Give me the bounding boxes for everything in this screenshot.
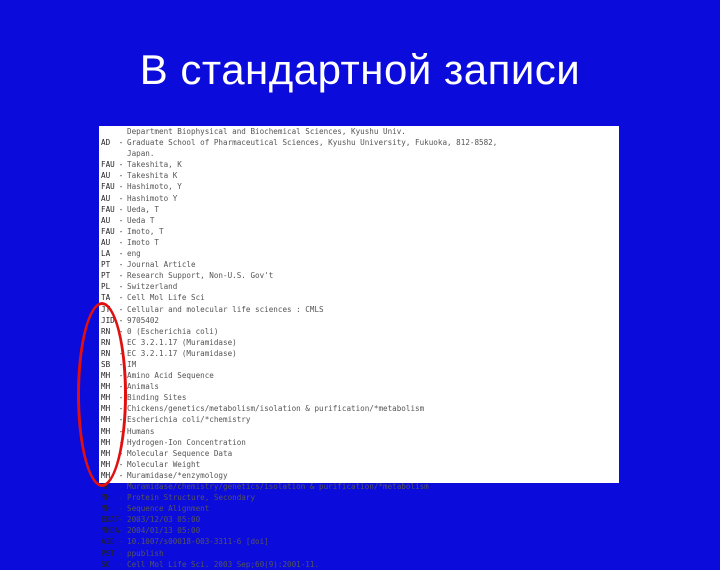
record-field-tag: FAU bbox=[101, 160, 115, 170]
record-field-value: Cell Mol Life Sci. 2003 Sep;60(9):2001-11. bbox=[127, 559, 320, 569]
record-field-tag: EDAT bbox=[101, 515, 120, 525]
record-line bbox=[101, 215, 615, 226]
record-line bbox=[101, 159, 615, 170]
record-field-separator: - bbox=[118, 448, 124, 458]
record-field-value: Sequence Alignment bbox=[127, 504, 210, 514]
record-field-value: IM bbox=[127, 359, 137, 369]
record-line bbox=[101, 315, 615, 326]
record-line bbox=[101, 137, 615, 148]
record-field-separator: - bbox=[118, 260, 124, 270]
record-field-value: Amino Acid Sequence bbox=[127, 371, 214, 381]
record-field-value: Binding Sites bbox=[127, 393, 187, 403]
record-field-value: Cell Mol Life Sci bbox=[127, 293, 205, 303]
record-field-value: Graduate School of Pharmaceutical Sciences, Kyushu University, Fukuoka, 812-8582, bbox=[127, 138, 498, 148]
record-field-tag: MH bbox=[101, 448, 111, 458]
record-field-separator: - bbox=[118, 193, 124, 203]
record-field-value: Japan. bbox=[127, 149, 155, 159]
record-field-tag: TA bbox=[101, 293, 111, 303]
record-field-value: Takeshita K bbox=[127, 171, 178, 181]
record-line bbox=[101, 348, 615, 359]
record-field-tag: PL bbox=[101, 282, 111, 292]
record-field-tag: RN bbox=[101, 337, 111, 347]
record-line bbox=[101, 359, 615, 370]
record-field-value: Imoto, T bbox=[127, 226, 164, 236]
record-line bbox=[101, 326, 615, 337]
record-field-separator: - bbox=[118, 204, 124, 214]
record-field-tag: MHDA bbox=[101, 526, 120, 536]
record-field-value: 2004/01/13 05:00 bbox=[127, 526, 201, 536]
record-line bbox=[101, 525, 615, 536]
record-field-value: Ueda, T bbox=[127, 204, 160, 214]
record-line bbox=[101, 181, 615, 192]
record-field-separator: - bbox=[118, 382, 124, 392]
record-field-tag: AU bbox=[101, 215, 111, 225]
record-line bbox=[101, 437, 615, 448]
record-line bbox=[101, 148, 615, 159]
record-line bbox=[101, 259, 615, 270]
record-field-value: EC 3.2.1.17 (Muramidase) bbox=[127, 348, 237, 358]
record-field-value: Muramidase/chemistry/genetics/isolation & purification/*metabolism bbox=[127, 482, 429, 491]
record-field-separator: - bbox=[118, 371, 124, 381]
record-field-separator: - bbox=[118, 504, 124, 514]
record-field-tag: SO bbox=[101, 559, 111, 569]
record-field-value: Muramidase/*enzymology bbox=[127, 470, 228, 480]
record-line bbox=[101, 248, 615, 259]
record-field-tag: RN bbox=[101, 326, 111, 336]
record-field-separator: - bbox=[118, 515, 124, 525]
record-line bbox=[101, 470, 615, 481]
record-field-tag: FAU bbox=[101, 204, 115, 214]
record-field-tag: MH bbox=[101, 371, 111, 381]
record-line bbox=[101, 292, 615, 303]
record-line bbox=[101, 170, 615, 181]
record-field-value: Protein Structure, Secondary bbox=[127, 493, 256, 503]
record-field-separator: - bbox=[118, 237, 124, 247]
record-field-tag: AU bbox=[101, 237, 111, 247]
record-field-separator: - bbox=[118, 138, 124, 148]
record-field-tag: MH bbox=[101, 426, 111, 436]
record-field-tag: PST bbox=[101, 548, 115, 558]
record-field-tag: MH bbox=[101, 504, 111, 514]
record-field-value: Animals bbox=[127, 382, 160, 392]
record-field-separator: - bbox=[118, 337, 124, 347]
slide-title: В стандартной записи bbox=[139, 46, 581, 93]
record-line bbox=[101, 514, 615, 525]
record-field-separator: - bbox=[118, 459, 124, 469]
record-field-separator: - bbox=[118, 182, 124, 192]
record-field-separator: - bbox=[118, 326, 124, 336]
record-field-value: Ueda T bbox=[127, 215, 155, 225]
record-field-tag: SB bbox=[101, 359, 111, 369]
record-field-tag: MH bbox=[101, 482, 111, 491]
medline-record-panel bbox=[99, 126, 619, 569]
record-field-tag: JT bbox=[101, 304, 111, 314]
record-field-value: ppublish bbox=[127, 548, 164, 558]
record-field-separator: - bbox=[118, 470, 124, 480]
record-field-value: Cellular and molecular life sciences : CMLS bbox=[127, 304, 324, 314]
record-line bbox=[101, 448, 615, 459]
record-field-separator: - bbox=[118, 293, 124, 303]
record-field-value: Humans bbox=[127, 426, 155, 436]
record-field-tag: LA bbox=[101, 249, 111, 259]
record-field-value: Imoto T bbox=[127, 237, 160, 247]
record-line bbox=[101, 204, 615, 215]
record-field-value: Chickens/genetics/metabolism/isolation & purification/*metabolism bbox=[127, 404, 425, 414]
record-field-tag: RN bbox=[101, 348, 111, 358]
record-field-tag: AU bbox=[101, 193, 111, 203]
record-line bbox=[101, 381, 615, 392]
record-field-tag: PT bbox=[101, 260, 111, 270]
record-field-value: Hydrogen-Ion Concentration bbox=[127, 437, 246, 447]
record-line bbox=[101, 237, 615, 248]
record-field-value: Research Support, Non-U.S. Gov't bbox=[127, 271, 274, 281]
record-field-separator: - bbox=[118, 315, 124, 325]
record-field-separator: - bbox=[118, 215, 124, 225]
record-field-separator: - bbox=[118, 226, 124, 236]
record-field-value: 0 (Escherichia coli) bbox=[127, 326, 219, 336]
annotation-oval bbox=[77, 302, 127, 487]
record-field-value: Department Biophysical and Biochemical Sciences, Kyushu Univ. bbox=[127, 127, 406, 136]
record-field-separator: - bbox=[118, 304, 124, 314]
record-line bbox=[101, 459, 615, 470]
record-line bbox=[101, 414, 615, 425]
record-field-value: 9705402 bbox=[127, 315, 160, 325]
record-line bbox=[101, 503, 615, 514]
record-field-tag: AD bbox=[101, 138, 111, 148]
record-field-separator: - bbox=[118, 171, 124, 181]
record-line bbox=[101, 337, 615, 348]
record-line bbox=[101, 481, 615, 492]
record-field-tag: MH bbox=[101, 393, 111, 403]
record-field-separator: - bbox=[118, 282, 124, 292]
record-line bbox=[101, 536, 615, 547]
record-field-value: 2003/12/03 05:00 bbox=[127, 515, 201, 525]
record-line bbox=[101, 559, 615, 570]
record-field-value: Escherichia coli/*chemistry bbox=[127, 415, 251, 425]
record-field-separator: - bbox=[118, 348, 124, 358]
record-field-tag: MH bbox=[101, 459, 111, 469]
record-field-tag: AID bbox=[101, 537, 115, 547]
record-field-value: Molecular Weight bbox=[127, 459, 201, 469]
record-field-separator: - bbox=[118, 482, 124, 491]
record-line bbox=[101, 270, 615, 281]
record-field-tag: JID bbox=[101, 315, 115, 325]
record-field-separator: - bbox=[118, 160, 124, 170]
record-line bbox=[101, 193, 615, 204]
record-field-tag: MH bbox=[101, 415, 111, 425]
record-field-separator: - bbox=[118, 271, 124, 281]
record-line bbox=[101, 492, 615, 503]
record-field-tag: FAU bbox=[101, 226, 115, 236]
record-field-tag: PT bbox=[101, 271, 111, 281]
record-field-separator: - bbox=[118, 526, 124, 536]
record-field-separator: - bbox=[118, 426, 124, 436]
record-field-separator: - bbox=[118, 393, 124, 403]
record-field-separator: - bbox=[118, 559, 124, 569]
record-line bbox=[101, 226, 615, 237]
record-field-tag: MH bbox=[101, 470, 111, 480]
record-field-separator: - bbox=[118, 548, 124, 558]
record-field-value: eng bbox=[127, 249, 141, 259]
record-field-separator: - bbox=[118, 415, 124, 425]
record-field-value: Hashimoto, Y bbox=[127, 182, 182, 192]
record-line bbox=[101, 126, 615, 137]
record-line bbox=[101, 304, 615, 315]
record-field-separator: - bbox=[118, 359, 124, 369]
record-line bbox=[101, 281, 615, 292]
record-field-separator: - bbox=[118, 437, 124, 447]
record-field-tag: MH bbox=[101, 493, 111, 503]
record-field-value: Switzerland bbox=[127, 282, 178, 292]
record-line bbox=[101, 426, 615, 437]
record-field-value: Hashimoto Y bbox=[127, 193, 178, 203]
medline-record-lines bbox=[101, 126, 615, 570]
record-line bbox=[101, 370, 615, 381]
record-line bbox=[101, 403, 615, 414]
record-field-tag: MH bbox=[101, 437, 111, 447]
record-line bbox=[101, 392, 615, 403]
record-line bbox=[101, 548, 615, 559]
record-field-tag: MH bbox=[101, 404, 111, 414]
record-field-value: 10.1007/s00018-003-3311-6 [doi] bbox=[127, 537, 269, 547]
record-field-tag: FAU bbox=[101, 182, 115, 192]
record-field-value: Takeshita, K bbox=[127, 160, 182, 170]
record-field-tag: AU bbox=[101, 171, 111, 181]
record-field-tag: MH bbox=[101, 382, 111, 392]
record-field-separator: - bbox=[118, 537, 124, 547]
record-field-value: Journal Article bbox=[127, 260, 196, 270]
record-field-value: EC 3.2.1.17 (Muramidase) bbox=[127, 337, 237, 347]
record-field-separator: - bbox=[118, 404, 124, 414]
record-field-separator: - bbox=[118, 249, 124, 259]
record-field-value: Molecular Sequence Data bbox=[127, 448, 233, 458]
record-field-separator: - bbox=[118, 493, 124, 503]
